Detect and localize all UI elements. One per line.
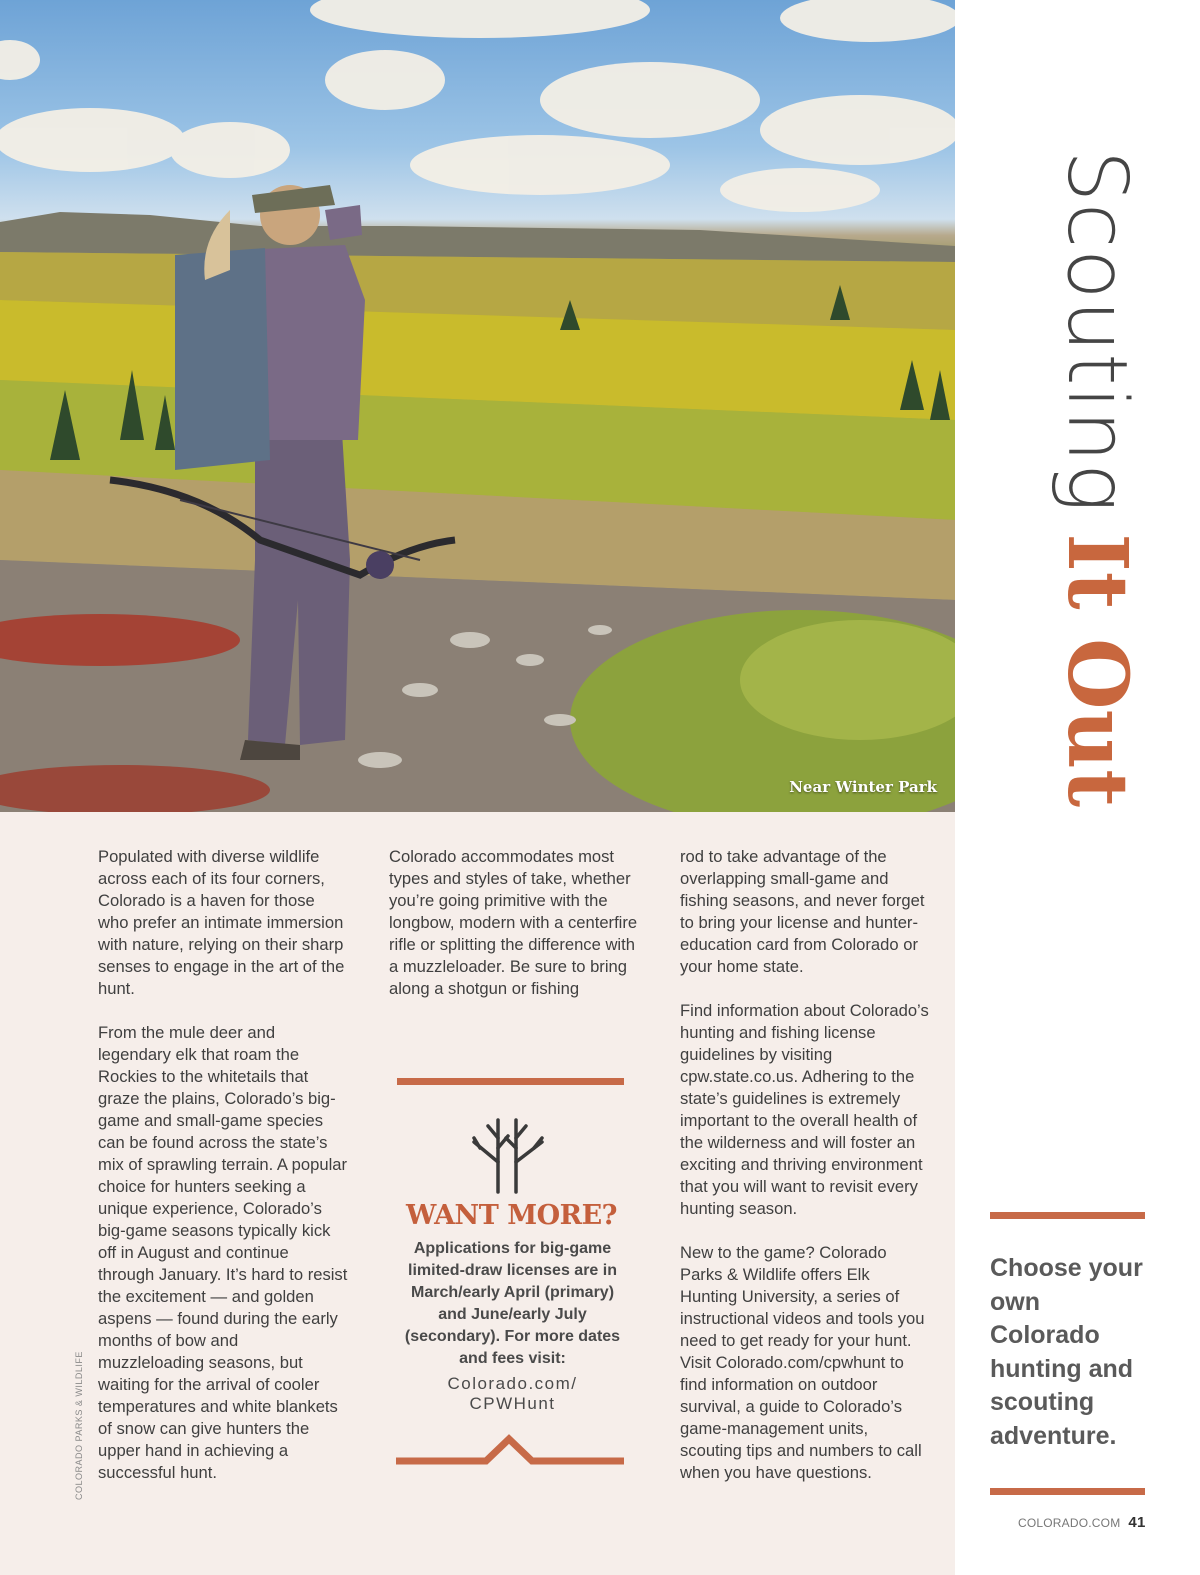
page-title-light: Scouting — [1049, 150, 1144, 514]
want-more-top-rule — [397, 1078, 624, 1085]
text-column-1 — [98, 846, 348, 1506]
antlers-icon — [470, 1118, 550, 1194]
col3-paragraph-3: New to the game? Colorado Parks & Wildlife offers Elk Hunting University, a series of instructional videos and tools you need to get ready for your hunt. Visit Colorado.com/cpwhunt to find information on outdoor survival, a guide to Colorado’s game-management units, scouting tips and numbers to call when you have questions. — [680, 1243, 925, 1482]
page-footer — [1018, 1514, 1146, 1531]
want-more-link[interactable] — [395, 1374, 630, 1414]
sidebar-top-rule — [990, 1212, 1145, 1219]
col1-paragraph-2: From the mule deer and legendary elk that roam the Rockies to the whitetails that graze the plains, Colorado’s big-game and small-game species can be found across the state’s mix of sprawling terrain. A popular choice for hunters seeking a unique experience, Colorado’s big-game seasons typically kick off in August and continue through January. It’s hard to resist the excitement — and golden aspens — found during the early months of bow and muzzleloading seasons, but waiting for the arrival of cooler temperatures and white blankets of snow can give hunters the upper hand in achieving a successful hunt. — [98, 1023, 348, 1482]
want-more-link-line-2[interactable]: CPWHunt — [469, 1394, 556, 1413]
photo-credit: COLORADO PARKS & WILDLIFE — [74, 1351, 84, 1500]
want-more-bottom-rule — [396, 1432, 624, 1468]
want-more-title: WANT MORE? — [406, 1200, 617, 1231]
text-column-2 — [389, 846, 639, 1022]
col1-paragraph-1: Populated with diverse wildlife across each of its four corners, Colorado is a haven for those who prefer an intimate immersion with nature, relying on their sharp senses to engage in the art of the hunt. — [98, 847, 345, 998]
want-more-link-line-1[interactable]: Colorado.com/ — [447, 1374, 578, 1393]
sidebar-bottom-rule — [990, 1488, 1145, 1495]
text-column-3 — [680, 846, 930, 1506]
want-more-text: Applications for big-game limited-draw licenses are in March/early April (primary) and June/early July (secondary). For more dates and fees visit: — [404, 1240, 621, 1367]
col3-paragraph-1: rod to take advantage of the overlapping small-game and fishing seasons, and never forget to bring your license and hunter-education card from Colorado or your home state. — [680, 847, 925, 976]
page-number: 41 — [1128, 1514, 1146, 1531]
hero-photo — [0, 0, 955, 812]
photo-caption: Near Winter Park — [789, 778, 937, 796]
page-title — [1049, 150, 1145, 808]
page-title-bold: It Out — [1049, 533, 1145, 808]
hero-photo-illustration — [0, 0, 955, 812]
col3-paragraph-2: Find information about Colorado’s hunting and fishing license guidelines by visiting cpw.state.co.us. Adhering to the state’s guidelines is extremely important to the overall health of the wilderness and will foster an exciting and thriving environment that you will want to revisit every hunting season. — [680, 1001, 929, 1218]
col2-paragraph-1: Colorado accommodates most types and styles of take, whether you’re going primitive with the longbow, modern with a centerfire rifle or splitting the difference with a muzzleloader. Be sure to bring along a shotgun or fishing — [389, 847, 638, 998]
footer-site: COLORADO.COM — [1018, 1516, 1121, 1530]
sidebar-callout: Choose your own Colorado hunting and scouting adventure. — [990, 1254, 1143, 1450]
